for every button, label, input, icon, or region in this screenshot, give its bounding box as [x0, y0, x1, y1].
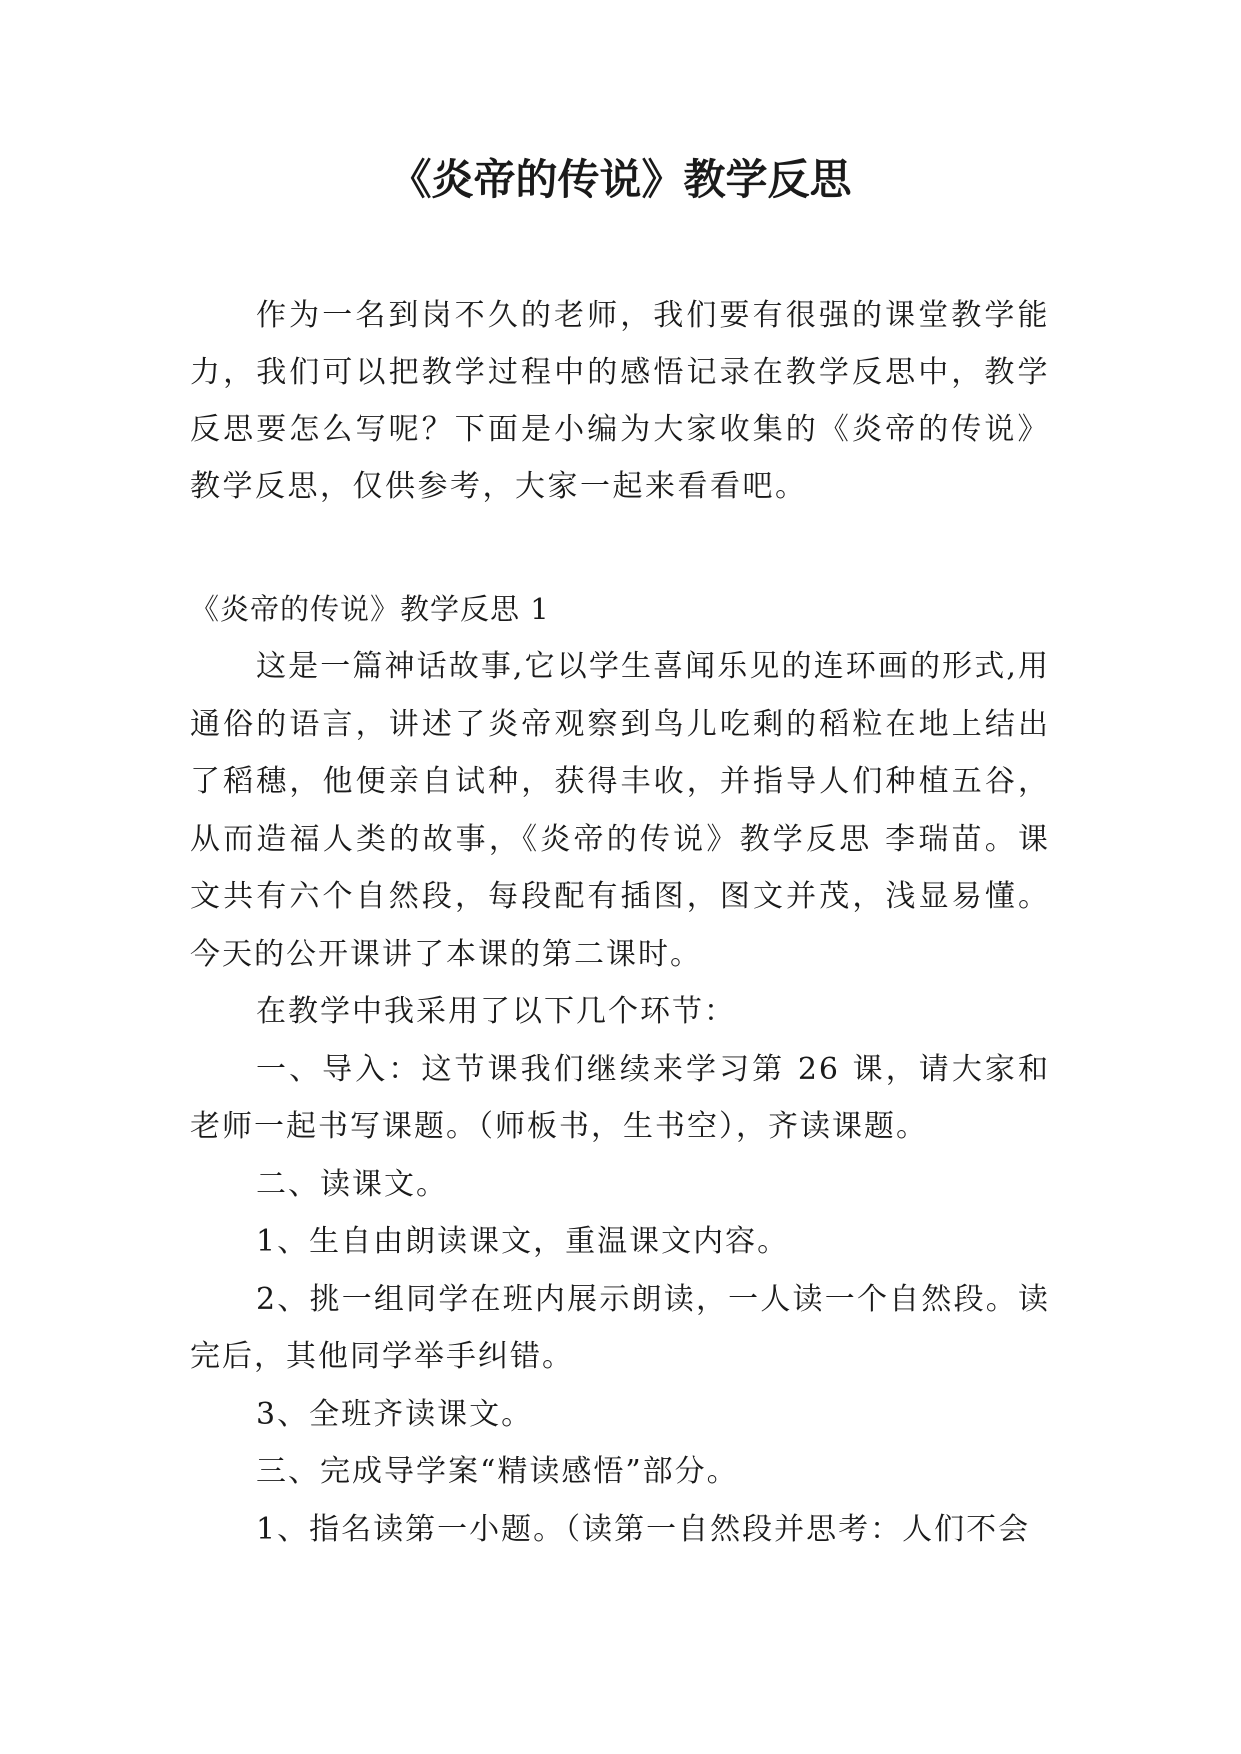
section-heading: 《炎帝的传说》教学反思 1 — [190, 592, 550, 626]
body-paragraph: 在教学中我采用了以下几个环节： — [256, 994, 736, 1029]
body-paragraph: 二、读课文。 — [256, 1166, 448, 1202]
body-paragraph: 2、挑一组同学在班内展示朗读，一人读一个自然段。读完后，其他同学举手纠错。 — [190, 1281, 1050, 1374]
body-paragraph: 1、指名读第一小题。（读第一自然段并思考：人们不会 — [256, 1511, 1031, 1547]
intro-paragraph: 作为一名到岗不久的老师，我们要有很强的课堂教学能力，我们可以把教学过程中的感悟记录在教学反思中，教学反思要怎么写呢？下面是小编为大家收集的《炎帝的传说》教学反思，仅供参考，大家一起来看看吧。 — [190, 298, 1050, 504]
body-paragraph: 一、导入：这节课我们继续来学习第 26 课，请大家和老师一起书写课题。（师板书，生书空），齐读课题。 — [190, 1051, 1050, 1144]
body-paragraph: 这是一篇神话故事,它以学生喜闻乐见的连环画的形式,用通俗的语言，讲述了炎帝观察到鸟儿吃剩的稻粒在地上结出了稻穗，他便亲自试种，获得丰收，并指导人们种植五谷，从而造福人类的故事，《炎帝的传说》教学反思 李瑞苗。课文共有六个自然段，每段配有插图，图文并茂，浅显易懂。今天的公开课讲了本课的第二课时。 — [190, 649, 1050, 972]
document-body — [190, 287, 1050, 1558]
body-paragraph: 1、生自由朗读课文，重温课文内容。 — [256, 1224, 790, 1259]
document-title: 《炎帝的传说》教学反思 — [389, 155, 852, 204]
body-paragraph: 3、全班齐读课文。 — [256, 1396, 534, 1432]
body-paragraph: 三、完成导学案“精读感悟”部分。 — [256, 1454, 739, 1489]
